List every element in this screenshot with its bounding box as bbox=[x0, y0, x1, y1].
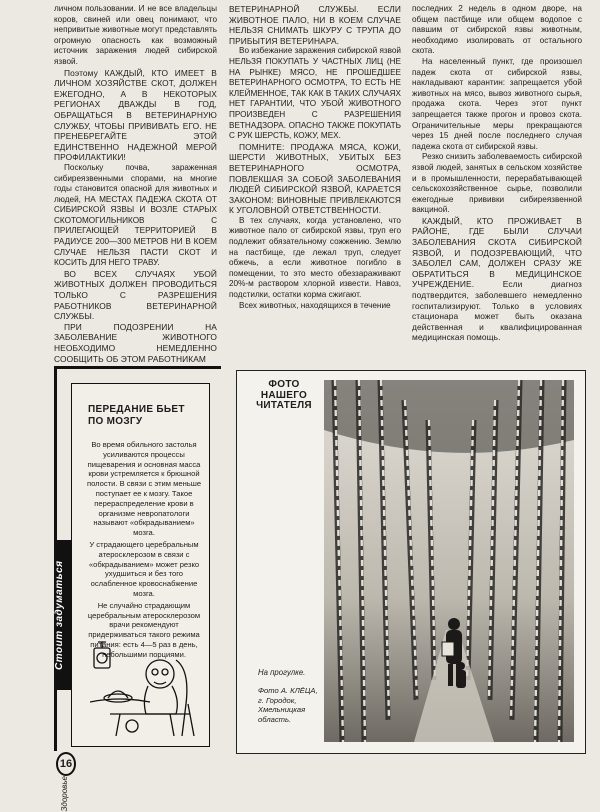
photo-credit: Фото А. КЛЁЦА, г. Городок, Хмельницкая область. bbox=[258, 686, 318, 724]
paragraph: Во избежание заражения сибирской язвой НЕЛЬЗЯ ПОКУПАТЬ У ЧАСТНЫХ ЛИЦ (НЕ НА РЫНКЕ) МЯСО, НЕ ПРОШЕДШЕЕ ВЕТЕРИНАРНОГО ОСМОТРА, ТО ЕСТЬ НЕ КЛЕЙМЕННОЕ, ТАК КАК В ТАКИХ СЛУЧАЯХ НЕТ ГАРАНТИИ, ЧТО УБОЙ ЖИВОТНОГО ПРОИЗВЕДЕН С РАЗРЕШЕНИЯ ВЕТНАДЗОРА. ОПАСНО ТАКЖЕ ПОКУПАТЬ С РУК ШЕРСТЬ, КОЖУ, МЕХ. bbox=[229, 46, 402, 141]
paragraph: личном пользовании. И не все владельцы коров, свиней или овец понимают, что непривитые животные могут представлять огромную опасность как возможный источник заражения людей сибирской язвой. bbox=[54, 4, 217, 66]
paragraph: Поэтому КАЖДЫЙ, КТО ИМЕЕТ В ЛИЧНОМ ХОЗЯЙСТВЕ СКОТ, ДОЛЖЕН ЕЖЕГОДНО, А В НЕКОТОРЫХ РЕГИОНАХ ДВАЖДЫ В ГОД, ОБРАЩАТЬСЯ В ВЕТЕРИНАРНУЮ СЛУЖБУ, ЧТОБЫ ПРИВИВАТЬ ЕГО. НЕ ПРЕНЕБРЕГАЙТЕ ЭТОЙ ЕДИНСТВЕННО НАДЕЖНОЙ МЕРОЙ ПРОФИЛАКТИКИ! bbox=[54, 67, 217, 163]
paragraph: Резко снизить заболеваемость сибирской язвой людей, занятых в сельском хозяйстве и в промышленности, перерабатывающей сельскохозяйственное сырье, позволили ежегодные прививки сибиреязвенной вакциной. bbox=[412, 152, 582, 215]
sidebar-title: ПЕРЕДАНИЕ БЬЕТ ПО МОЗГУ bbox=[88, 404, 185, 427]
page-number: 16 bbox=[56, 752, 76, 776]
birch-forest-photo bbox=[324, 380, 574, 742]
photo-caption: На прогулке. bbox=[258, 668, 306, 677]
article-column-2 bbox=[229, 4, 401, 311]
sidebar-text bbox=[84, 440, 204, 662]
paragraph: КАЖДЫЙ, КТО ПРОЖИВАЕТ В РАЙОНЕ, ГДЕ БЫЛИ СЛУЧАИ ЗАБОЛЕВАНИЯ СКОТА СИБИРСКОЙ ЯЗВОЙ, И ПОДОЗРЕВАЮЩИЙ, ЧТО ЗАБОЛЕЛ САМ, ДОЛЖЕН СРАЗУ ЖЕ ОБРАТИТЬСЯ В МЕДИЦИНСКОЕ УЧРЕЖДЕНИЕ. Если диагноз подтвердится, заболевшего немедленно госпитализируют. Только в условиях стационара может быть оказана действенная и квалифицированная медицинская помощь. bbox=[412, 215, 582, 343]
paragraph: В тех случаях, когда установлено, что животное пало от сибирской язвы, труп его подлежит обязательному сожжению. Землю на пастбище, где лежал труп, следует обжечь, а если животное погибло в помещении, то это место обеззараживают 20%-м раствором хлорной извести. Навоз, подстилки, остатки корма сжигают. bbox=[229, 215, 401, 300]
magazine-brand: Здоровье bbox=[60, 776, 69, 812]
section-tab: Стоит задуматься bbox=[54, 540, 71, 690]
paragraph: Всех животных, находящихся в течение bbox=[239, 300, 391, 310]
sidebar-paragraph: Не случайно страдающим церебральным атеросклерозом врачи рекомендуют придерживаться такого режима питания: есть 4—5 раз в день, небольшими порциями. bbox=[87, 600, 201, 659]
paragraph: Поскольку почва, зараженная сибиреязвенными спорами, на многие годы становится опасной для животных и людей, НА МЕСТАХ ПАДЕЖА СКОТА ОТ СИБИРСКОЙ ЯЗВЫ И ВОЗЛЕ СТАРЫХ СКОТОМОГИЛЬНИКОВ С ПРИЛЕГАЮЩЕЙ ТЕРРИТОРИЕЙ В РАДИУСЕ 200—300 МЕТРОВ НИ В КОЕМ СЛУЧАЕ НЕЛЬЗЯ ПАСТИ СКОТ И КОСИТЬ ДЛЯ НЕГО ТРАВУ. bbox=[54, 162, 217, 268]
photo-label: ФОТО НАШЕГО ЧИТАТЕЛЯ bbox=[256, 379, 312, 411]
paragraph: ВЕТЕРИНАРНОЙ СЛУЖБЫ. ЕСЛИ ЖИВОТНОЕ ПАЛО, НИ В КОЕМ СЛУЧАЕ НЕЛЬЗЯ СНИМАТЬ ШКУРУ С ТРУПА ДО ПРИБЫТИЯ ВЕТЕРИНАРА. bbox=[229, 4, 401, 46]
sidebar-paragraph: Во время обильного застолья усиливаются процессы пищеварения и основная масса крови устремляется к брюшной полости. В связи с этим меньше поступает ее к мозгу. Такое перераспределение крови в организме невропатологи называют «обкрадыванием» мозга. bbox=[86, 440, 202, 538]
paragraph: последних 2 недель в одном дворе, на общем пастбище или общем водопое с павшим от сибирской язвы животным, необходимо изолировать от остального скота. bbox=[412, 4, 582, 56]
article-column-1 bbox=[54, 4, 217, 364]
article-column-3 bbox=[412, 4, 582, 343]
paragraph: На населенный пункт, где произошел падеж скота от сибирской язвы, накладывают карантин: запрещается убой животных на мясо, вывоз животного сырья, продажа скота. Через этот пункт запрещается также прогон и провоз скота. Ограничительные меры прекращаются через 15 дней после последнего случая падежа скота от сибирской язвы. bbox=[412, 56, 582, 151]
paragraph: ВО ВСЕХ СЛУЧАЯХ УБОЙ ЖИВОТНЫХ ДОЛЖЕН ПРОВОДИТЬСЯ ТОЛЬКО С РАЗРЕШЕНИЯ РАБОТНИКОВ ВЕТЕРИНАРНОЙ СЛУЖБЫ. bbox=[54, 268, 217, 322]
sidebar-paragraph: У страдающего церебральным атеросклерозом в связи с «обкрадыванием» может резко ухудшиться и без того ослабленное кровоснабжение мозга. bbox=[88, 539, 200, 598]
cartoon-illustration bbox=[90, 640, 200, 740]
paragraph: ПОМНИТЕ: ПРОДАЖА МЯСА, КОЖИ, ШЕРСТИ ЖИВОТНЫХ, УБИТЫХ БЕЗ ВЕТЕРИНАРНОГО ОСМОТРА, ПОВЛЕКШАЯ ЗА СОБОЙ ЗАБОЛЕВАНИЯ ЛЮДЕЙ СИБИРСКОЙ ЯЗВОЙ, КАРАЕТСЯ ЗАКОНОМ: ВИНОВНЫЕ ПРИВЛЕКАЮТСЯ К УГОЛОВНОЙ ОТВЕТСТВЕННОСТИ. bbox=[229, 141, 401, 216]
paragraph: ПРИ ПОДОЗРЕНИИ НА ЗАБОЛЕВАНИЕ ЖИВОТНОГО НЕОБХОДИМО НЕМЕДЛЕННО СООБЩИТЬ ОБ ЭТОМ РАБОТНИКАМ bbox=[54, 321, 217, 364]
